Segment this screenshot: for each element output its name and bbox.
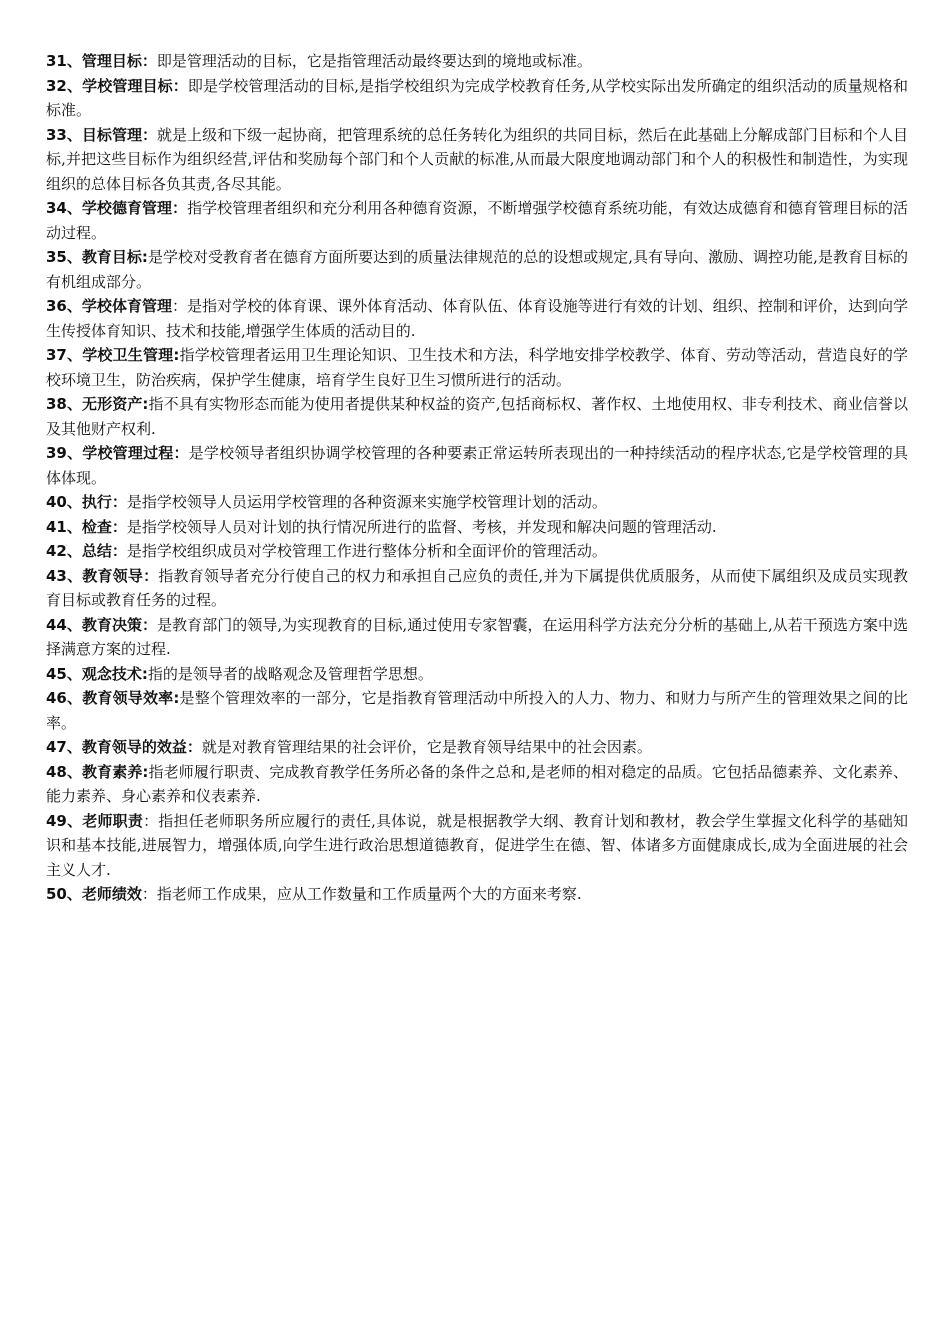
entry-50 bbox=[46, 882, 908, 907]
entry-44 bbox=[46, 613, 908, 662]
term: 43、教育领导： bbox=[46, 566, 159, 585]
definition: 指不具有实物形态而能为使用者提供某种权益的资产,包括商标权、著作权、土地使用权、非专利技术、商业信誉以及其他财产权利. bbox=[46, 395, 908, 438]
entry-36 bbox=[46, 294, 908, 343]
entry-38 bbox=[46, 392, 908, 441]
entry-37 bbox=[46, 343, 908, 392]
entry-46 bbox=[46, 686, 908, 735]
entry-35 bbox=[46, 245, 908, 294]
entry-31 bbox=[46, 49, 908, 74]
term: 50、老师绩效 bbox=[46, 885, 142, 903]
definition: 就是对教育管理结果的社会评价，它是教育领导结果中的社会因素。 bbox=[201, 738, 652, 756]
term: 34、学校德育管理： bbox=[46, 199, 188, 217]
entry-42 bbox=[46, 539, 908, 564]
definition: 是指学校领导人员对计划的执行情况所进行的监督、考核，并发现和解决问题的管理活动. bbox=[126, 517, 717, 536]
term: 32、学校管理目标： bbox=[46, 76, 188, 95]
term: 47、教育领导的效益： bbox=[46, 738, 202, 756]
term: 41、检查： bbox=[46, 517, 127, 536]
term: 36、学校体育管理 bbox=[46, 297, 173, 315]
definition: 即是管理活动的目标，它是指管理活动最终要达到的境地或标准。 bbox=[156, 52, 592, 70]
definition: ：指老师工作成果，应从工作数量和工作质量两个大的方面来考察. bbox=[141, 885, 582, 903]
entry-33 bbox=[46, 123, 908, 197]
entry-41 bbox=[46, 515, 908, 540]
definition: 是教育部门的领导,为实现教育的目标,通过使用专家智囊，在运用科学方法充分分析的基础上,从若干预选方案中选择满意方案的过程. bbox=[46, 615, 908, 658]
definition: 是整个管理效率的一部分，它是指教育管理活动中所投入的人力、物力、和财力与所产生的管理效果之间的比率。 bbox=[46, 689, 908, 732]
definition: 指学校管理者组织和充分利用各种德育资源，不断增强学校德育系统功能，有效达成德育和德育管理目标的活动过程。 bbox=[46, 199, 908, 242]
term: 45、观念技术: bbox=[46, 664, 148, 683]
definition: 是指学校组织成员对学校管理工作进行整体分析和全面评价的管理活动。 bbox=[126, 542, 607, 560]
definition: 是学校领导者组织协调学校管理的各种要素正常运转所表现出的一种持续活动的程序状态,它是学校管理的具体体现。 bbox=[46, 444, 908, 487]
definition: ：是指对学校的体育课、课外体育活动、体育队伍、体育设施等进行有效的计划、组织、控制和评价，达到向学生传授体育知识、技术和技能,增强学生体质的活动目的. bbox=[46, 297, 909, 340]
term: 42、总结： bbox=[46, 542, 127, 560]
term: 31、管理目标： bbox=[46, 52, 157, 70]
term: 48、教育素养: bbox=[46, 762, 149, 781]
definition: 指老师履行职责、完成教育教学任务所必备的条件之总和,是老师的相对稳定的品质。它包括品德素养、文化素养、能力素养、身心素养和仪表素养. bbox=[46, 762, 908, 805]
entry-49 bbox=[46, 809, 908, 883]
term: 44、教育决策： bbox=[46, 615, 158, 634]
document-body bbox=[46, 49, 908, 907]
definition: ：指担任老师职务所应履行的责任,具体说，就是根据教学大纲、教育计划和教材，教会学生掌握文化科学的基础知识和基本技能,进展智力，增强体质,向学生进行政治思想道德教育，促进学生在德、智、体诸多方面健康成长,成为全面进展的社会主义人才. bbox=[46, 811, 908, 879]
definition: 是指学校领导人员运用学校管理的各种资源来实施学校管理计划的活动。 bbox=[126, 493, 607, 511]
entry-39 bbox=[46, 441, 908, 490]
entry-48 bbox=[46, 760, 908, 809]
entry-43 bbox=[46, 564, 908, 613]
term: 37、学校卫生管理: bbox=[46, 346, 180, 364]
definition: 就是上级和下级一起协商，把管理系统的总任务转化为组织的共同目标，然后在此基础上分解成部门目标和个人目标,并把这些目标作为组织经营,评估和奖励每个部门和个人贡献的标准,从而最大限度地调动部门和个人的积极性和制造性，为实现组织的总体目标各负其责,各尽其能。 bbox=[46, 125, 908, 193]
term: 39、学校管理过程： bbox=[46, 444, 189, 462]
term: 46、教育领导效率: bbox=[46, 689, 180, 707]
term: 35、教育目标: bbox=[46, 248, 148, 266]
definition: 即是学校管理活动的目标,是指学校组织为完成学校教育任务,从学校实际出发所确定的组织活动的质量规格和标准。 bbox=[46, 76, 909, 119]
term: 33、目标管理： bbox=[46, 125, 158, 144]
entry-47 bbox=[46, 735, 908, 760]
definition: 指学校管理者运用卫生理论知识、卫生技术和方法，科学地安排学校教学、体育、劳动等活动，营造良好的学校环境卫生，防治疾病，保护学生健康，培育学生良好卫生习惯所进行的活动。 bbox=[46, 346, 908, 389]
entry-34 bbox=[46, 196, 908, 245]
term: 40、执行： bbox=[46, 493, 127, 511]
definition: 指教育领导者充分行使自己的权力和承担自己应负的责任,并为下属提供优质服务，从而使下属组织及成员实现教育目标或教育任务的过程。 bbox=[46, 566, 908, 609]
entry-40 bbox=[46, 490, 908, 515]
term: 38、无形资产: bbox=[46, 395, 149, 413]
definition: 指的是领导者的战略观念及管理哲学思想。 bbox=[147, 664, 433, 683]
entry-32 bbox=[46, 74, 908, 123]
term: 49、老师职责 bbox=[46, 811, 144, 830]
definition: 是学校对受教育者在德育方面所要达到的质量法律规范的总的设想或规定,具有导向、激励、调控功能,是教育目标的有机组成部分。 bbox=[46, 248, 908, 291]
entry-45 bbox=[46, 662, 908, 687]
